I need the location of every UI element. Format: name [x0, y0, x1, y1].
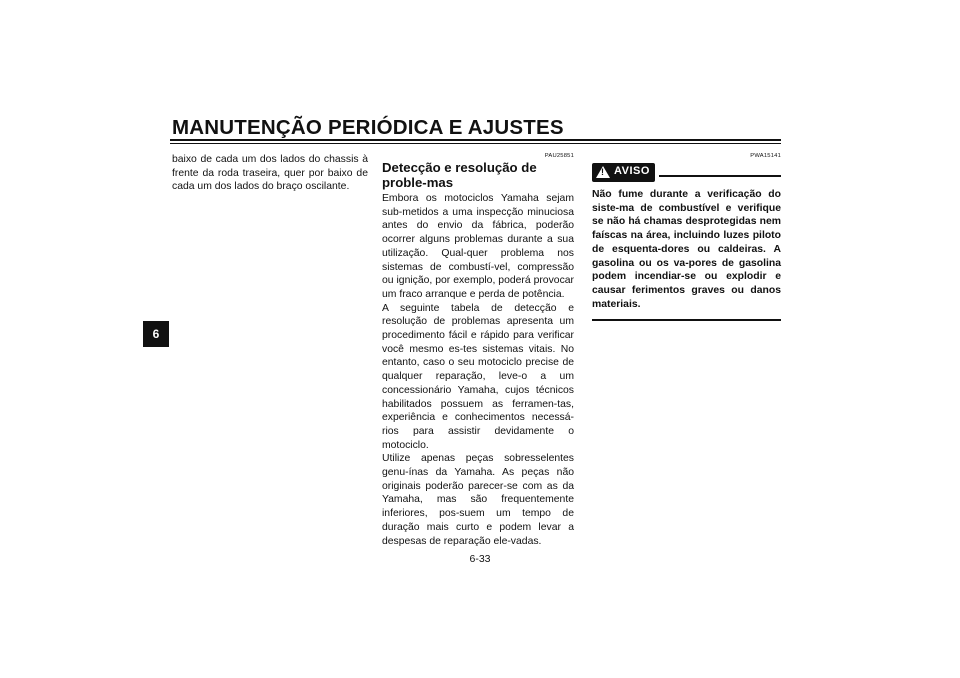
warning-badge — [592, 163, 655, 182]
warning-label: AVISO — [614, 165, 650, 178]
chapter-tab: 6 — [143, 321, 169, 347]
warning-code: PWA15141 — [750, 153, 781, 159]
page-title: MANUTENÇÃO PERIÓDICA E AJUSTES — [172, 116, 564, 139]
body-paragraph: A seguinte tabela de detecção e resolução de problemas apresenta um procedimento fácil e rápido para verificar você mesmo es-tes sistemas vitais. No entanto, caso o seu motociclo precise de qualquer reparação, leve-o a um concessionário Yamaha, cujos técnicos habilitados possuem as ferramen-tas, experiência e conhecimentos necessá-rios para assistir devidamente o motociclo. — [382, 302, 574, 451]
warning-rule — [659, 175, 781, 177]
warning-bottom-rule — [592, 319, 781, 321]
page-number: 6-33 — [469, 553, 491, 565]
warning-text: Não fume durante a verificação do siste-ma de combustível e verifique se não há chamas desprotegidas nem faíscas na área, incluindo luzes piloto de esquenta-dores ou caldeiras. A gasolina ou os va-pores de gasolina podem incendiar-se ou explodir e causar ferimentos graves ou danos materiais. — [592, 189, 781, 310]
body-paragraph: Utilize apenas peças sobresselentes genu-ínas da Yamaha. As peças não originais poderão parecer-se com as da Yamaha, mas são frequentemente inferiores, pos-suem um tempo de duração mais curto e podem levar a despesas de reparação ele-vadas. — [382, 453, 574, 547]
warning-header — [592, 161, 781, 183]
column-2 — [382, 153, 574, 548]
warning-triangle-icon — [596, 166, 610, 178]
section-heading: Detecção e resolução de proble-mas — [382, 160, 537, 190]
header-rule-thin — [170, 143, 781, 144]
column-3 — [592, 153, 781, 321]
section-code: PAU25851 — [544, 153, 574, 159]
body-paragraph: baixo de cada um dos lados do chassis à frente da roda traseira, quer por baixo de cada um dos lados do braço oscilante. — [172, 154, 368, 193]
column-1 — [172, 153, 368, 194]
body-paragraph: Embora os motociclos Yamaha sejam sub-metidos a uma inspecção minuciosa antes do envio da fábrica, poderão ocorrer alguns problemas durante a sua utilização. Qual-quer problema nos sistemas de combustí-vel, compressão ou ignição, por exemplo, poderá provocar um fraco arranque e perda de potência. — [382, 193, 574, 300]
header-rule-thick — [170, 139, 781, 141]
